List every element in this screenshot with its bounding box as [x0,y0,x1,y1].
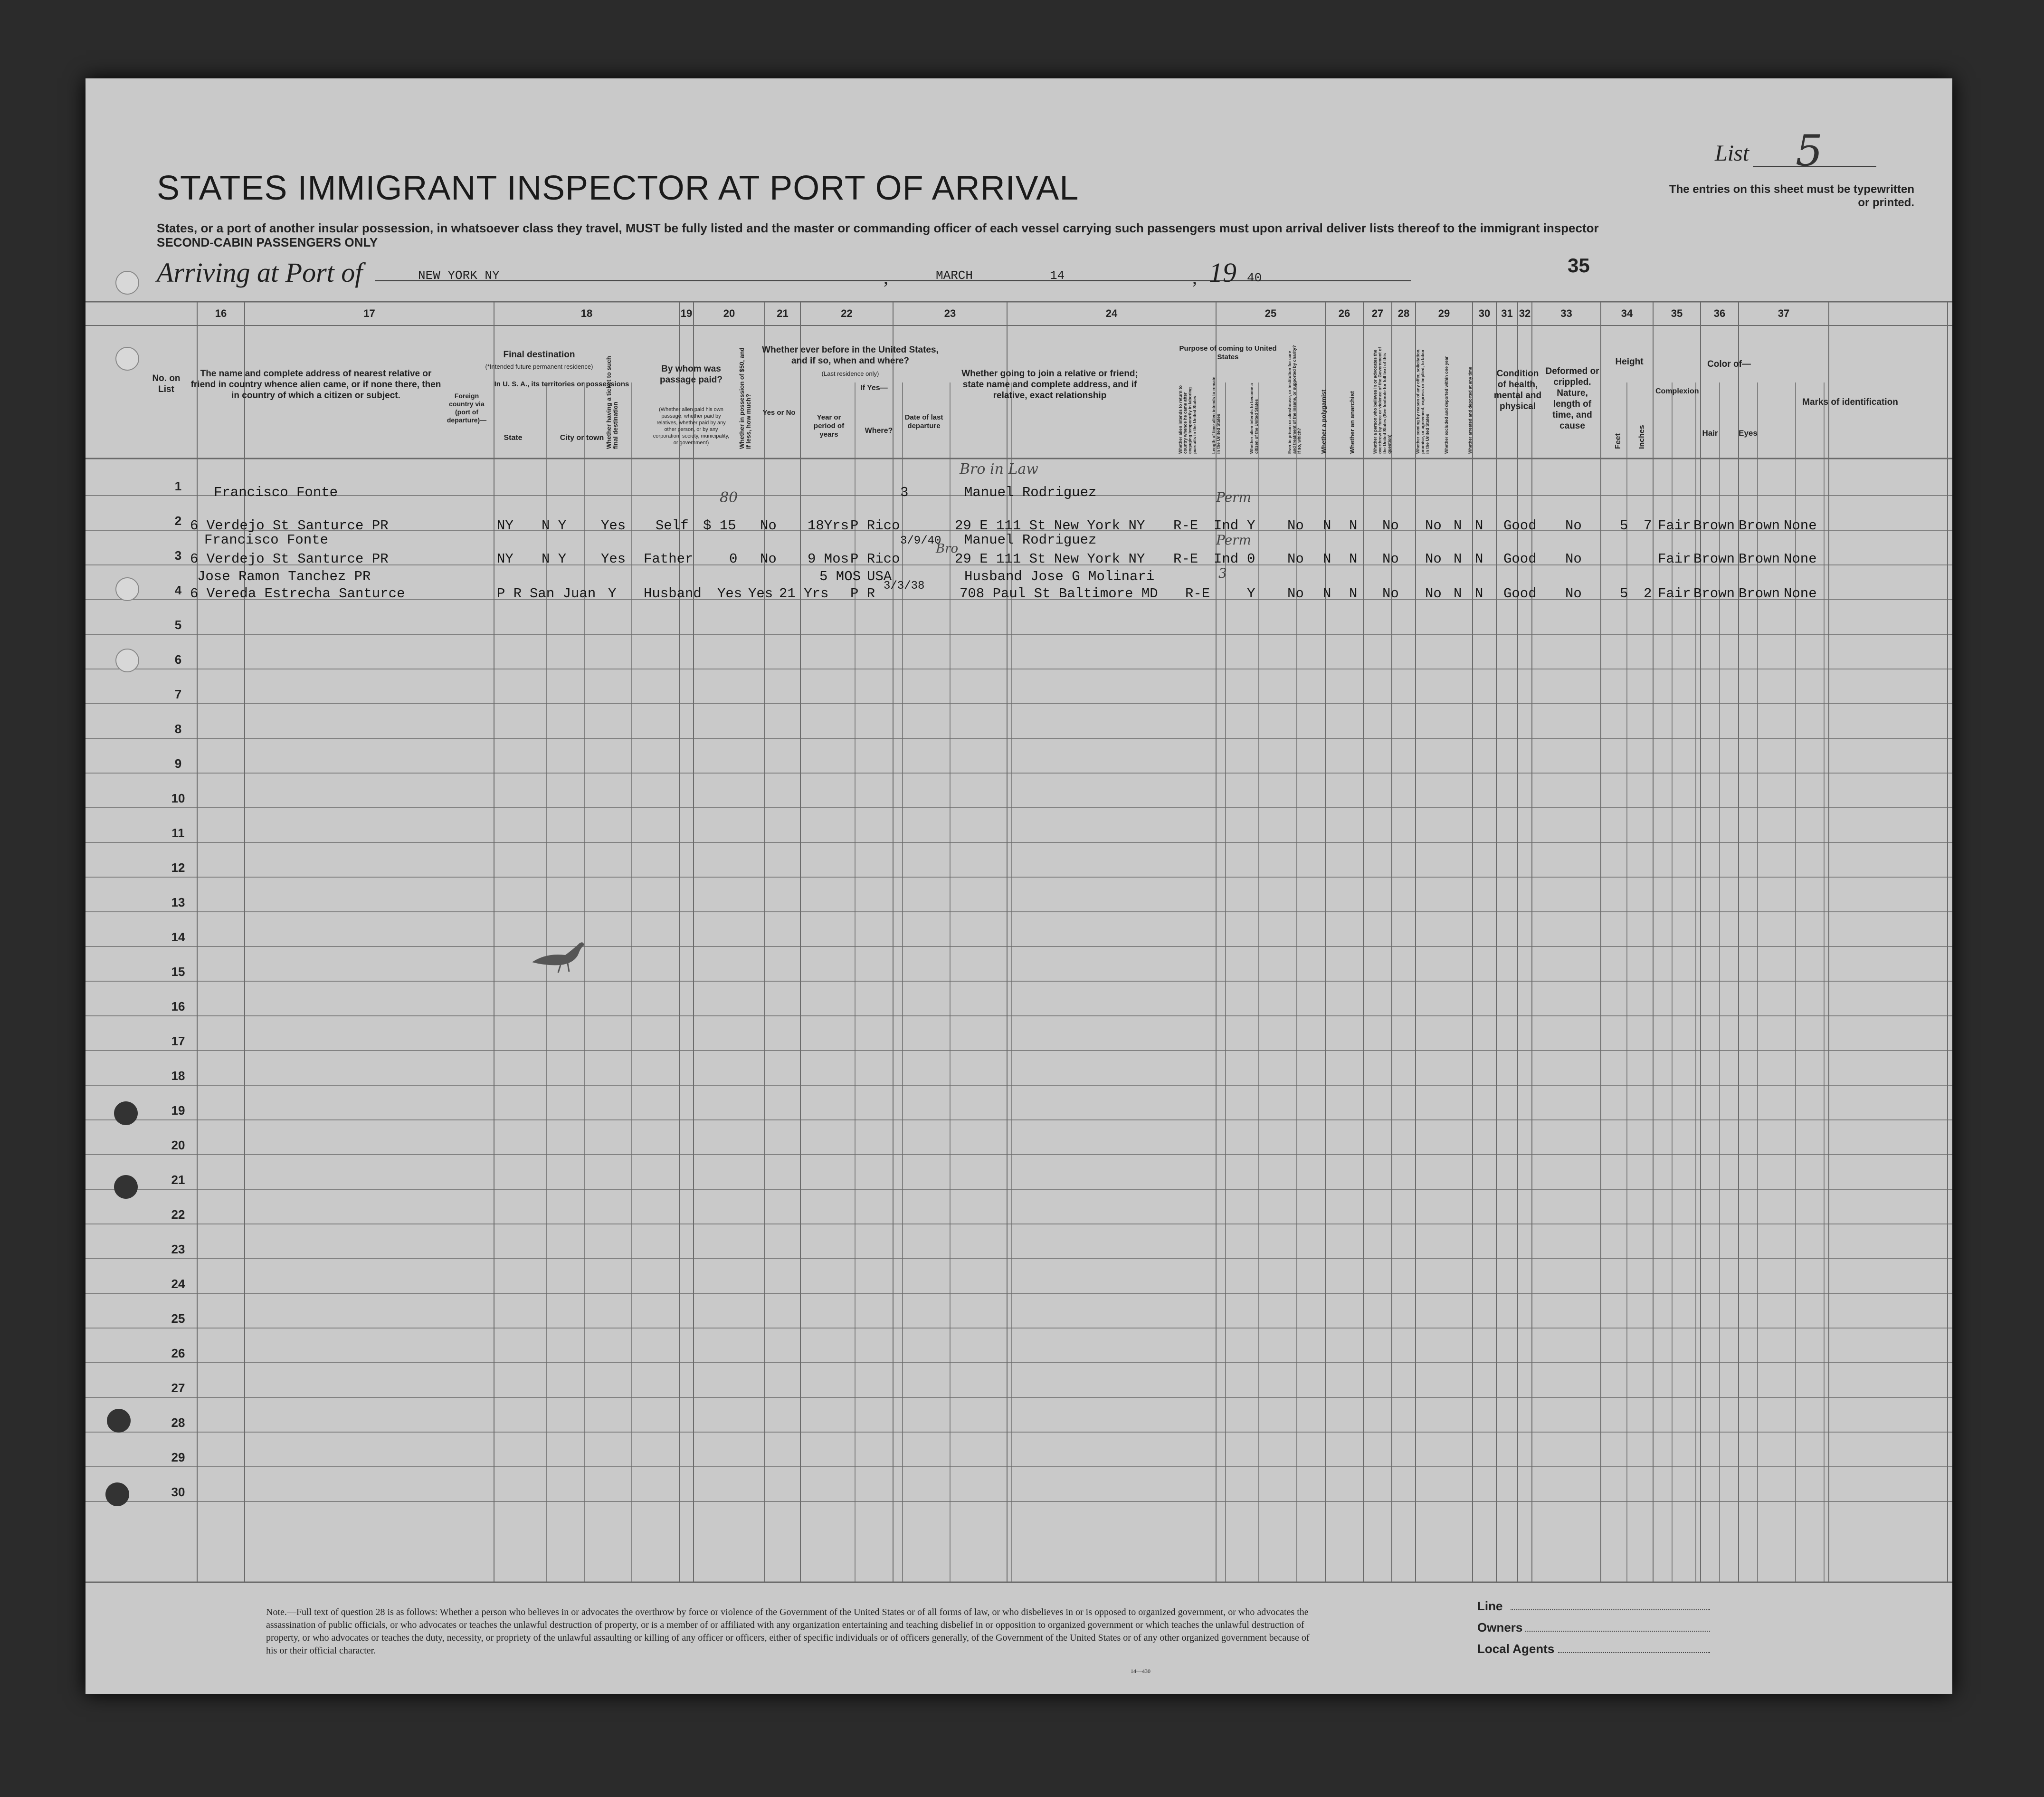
list-number: 5 [1796,126,1823,176]
list-label: List [1715,141,1749,166]
r1-state: NY [497,518,513,534]
row-number-27: 27 [171,1381,185,1395]
r2-money: 0 [729,551,738,567]
hdr-deformed: Deformed or crippled. Nature, length of time, and cause [1545,366,1599,431]
hdr-relative: The name and complete address of nearest relative or friend in country whence alien came, or if none there, then in country of which a citizen or subject. [190,369,441,401]
r2-state: NY [497,551,513,567]
r2-q30: N [1454,551,1462,567]
column-number-36: 36 [1713,307,1726,319]
hdr-no-on-list: No. on List [152,373,181,394]
row-number-24: 24 [171,1277,185,1291]
hdr-ticket: Whether having a ticket to such final destination [605,356,619,449]
r3-purpose-c: Y [1247,586,1255,602]
column-number-31: 31 [1501,307,1513,319]
owners-label: Owners [1477,1620,1523,1635]
page-title: STATES IMMIGRANT INSPECTOR AT PORT OF ARRIVAL [157,169,1079,207]
column-number-34: 34 [1621,307,1633,319]
r3-marks: None [1784,586,1817,602]
r2-q31: N [1475,551,1483,567]
hdr-q30: Whether excluded and deported within one year [1444,356,1449,454]
comma-2: , [1192,267,1197,288]
r1-date-departure: 3 [900,485,909,500]
hdr-color-of: Color of— [1707,359,1751,369]
r2-polygamist: N [1323,551,1331,567]
column-number-17: 17 [363,307,375,319]
r1-deformed: No [1565,518,1582,534]
cabin-class: SECOND-CABIN PASSENGERS ONLY [157,235,378,249]
r1-money: $ 15 [703,518,736,534]
r1-join-name: Manuel Rodriguez [964,485,1097,500]
r1-marks: None [1784,518,1817,534]
row-number-17: 17 [171,1034,185,1048]
port-value: NEW YORK NY [418,268,500,283]
hdr-feet: Feet [1614,433,1622,449]
hdr-marks: Marks of identification [1802,397,1898,407]
r3-relative-address: 6 Vereda Estrecha Santurce [190,586,405,602]
hdr-health: Condition of health, mental and physical [1493,369,1542,411]
hdr-final-destination: Final destination [503,350,575,360]
r2-health: Good [1503,551,1537,567]
r1-inches: 7 [1644,518,1652,534]
punch-hole [105,1482,129,1506]
r3-prison: No [1287,586,1304,602]
hdr-before-note: (Last residence only) [821,370,879,377]
r3-eyes: Brown [1739,586,1780,602]
r2-join-name: Manuel Rodriguez [964,532,1097,548]
column-number-27: 27 [1371,307,1384,319]
column-number-30: 30 [1478,307,1491,319]
r3-purpose-b: 3 [1218,565,1227,581]
r3-complexion: Fair [1658,586,1691,602]
r1-q29: No [1425,518,1442,534]
r2-relative-address: 6 Verdejo St Santurce PR [190,551,389,567]
r1-relative-name: Francisco Fonte [214,485,338,500]
page-subtitle: States, or a port of another insular possession, in whatsoever class they travel, MUST be fully listed and the master or commanding officer of each vessel carrying such passengers must upon arrival deliver lists thereof to the immigrant inspector [157,221,1599,235]
hdr-state: State [504,434,523,442]
local-agents-label: Local Agents [1477,1642,1555,1656]
hdr-q28: Whether a person who believes in or advocates the overthrow by force or violence of the Government of the United States (See footnote for full text of this question) [1373,347,1392,454]
hdr-in-usa: In U. S. A., its territories or possessions [494,380,629,388]
column-number-22: 22 [841,307,853,319]
r1-join-address: 29 E 111 St New York NY [955,518,1145,534]
r3-q31: N [1475,586,1483,602]
local-agents-underline [1558,1652,1710,1653]
form-number: 14—430 [1131,1668,1150,1674]
row-number-5: 5 [174,618,182,632]
r3-q29: No [1425,586,1442,602]
punch-hole [115,577,139,601]
r1-relative-address: 6 Verdejo St Santurce PR [190,518,389,534]
r1-eyes: Brown [1739,518,1780,534]
hdr-city: City or town [560,434,604,442]
r3-anarchist: N [1349,586,1358,602]
r1-city: N Y [542,518,567,534]
hdr-q31: Whether arrested and deported at any time [1468,366,1473,454]
typewritten-instruction: The entries on this sheet must be typewritten or printed. [1669,183,1914,209]
r1-join-note: Bro in Law [960,461,1038,478]
row-number-10: 10 [171,791,185,805]
column-number-21: 21 [777,307,789,319]
r1-money-note: 80 [720,489,738,506]
r3-money: Yes [717,586,742,602]
r1-purpose-c: Y [1247,518,1255,534]
r1-health: Good [1503,518,1537,534]
r1-complexion: Fair [1658,518,1691,534]
hdr-passage-note: (Whether alien paid his own passage, whether paid by relatives, whether paid by any other person, or by any corporation, society, municipality, or government) [653,407,730,446]
r2-prison: No [1287,551,1304,567]
column-number-24: 24 [1105,307,1118,319]
r1-purpose-b: Ind [1214,518,1239,534]
r3-relative-name: Jose Ramon Tanchez PR [197,569,371,584]
r1-anarchist: N [1349,518,1358,534]
row-number-6: 6 [174,652,182,667]
form-grid [86,78,1952,1694]
line-label: Line [1477,1599,1503,1613]
r1-q28: No [1382,518,1399,534]
r2-ticket: Yes [601,551,626,567]
row-number-9: 9 [174,756,182,771]
hdr-join: Whether going to join a relative or friend; state name and complete address, and if relative, exact relationship [961,369,1138,401]
row-number-20: 20 [171,1138,185,1152]
r2-purpose-c: 0 [1247,551,1255,567]
r2-where: P Rico [850,551,900,567]
column-number-28: 28 [1398,307,1410,319]
row-number-15: 15 [171,965,185,979]
r1-where: P Rico [850,518,900,534]
punch-hole [115,271,139,295]
row-number-7: 7 [174,687,182,701]
hdr-eyes: Eyes [1739,429,1758,438]
r2-purpose-a: R-E [1173,551,1198,567]
r3-before: Yes [748,586,773,602]
r1-q31: N [1475,518,1483,534]
r3-where-note: USA [867,569,892,584]
r2-passage: Father [644,551,694,567]
comma-1: , [884,267,888,288]
row-number-28: 28 [171,1415,185,1430]
row-number-14: 14 [171,930,185,944]
pheasant-stamp-icon [527,934,589,976]
footnote-q28: Note.—Full text of question 28 is as follows: Whether a person who believes in or advocates the overthrow by force or violence of the Government of the United States or of all forms of law, or who disbelieves in or is opposed to organized government, or who advocates the assassination of public officials, or who advocates or teaches the unlawful destruction of property, or is a member of or affiliated with any organization entertaining and teaching disbelief in or opposition to organized government or which teaches the unlawful destruction of property, or who advocates or teaches the duty, necessity, or propriety of the unlawful assaulting or killing of any officer or officers, either of specific individuals or of officers generally, of the Government of the United States or of any other organized government because of his or their official character. [266,1607,1310,1656]
r2-marks: None [1784,551,1817,567]
owners-underline [1525,1631,1710,1632]
hdr-inches: Inches [1638,425,1646,449]
r3-deformed: No [1565,586,1582,602]
day-value: 14 [1050,268,1065,283]
row-number-3: 3 [174,548,182,563]
hdr-purpose-c: Whether alien intends to become a citizen of the United States [1249,383,1259,454]
r3-period: 21 Yrs [779,586,829,602]
hdr-height: Height [1615,357,1644,367]
line-underline [1511,1609,1710,1610]
hdr-purpose-b: Length of time alien intends to remain in the United States [1211,376,1221,454]
hdr-purpose: Purpose of coming to United States [1179,344,1277,361]
row-number-29: 29 [171,1450,185,1464]
hdr-polygamist: Whether a polygamist [1320,389,1327,454]
r2-complexion: Fair [1658,551,1691,567]
r2-q28: No [1382,551,1399,567]
r1-passage: Self [656,518,689,534]
punch-hole [114,1175,138,1199]
r2-purpose-b-note: Perm [1216,532,1252,548]
column-number-26: 26 [1338,307,1350,319]
row-number-2: 2 [174,514,182,528]
r2-hair: Brown [1693,551,1735,567]
hdr-prison: Ever in prison or almshouse, or institution for care and treatment of the insane, or supported by charity? If so, which? [1287,345,1302,454]
column-number-18: 18 [580,307,593,319]
row-number-21: 21 [171,1173,185,1187]
row-number-22: 22 [171,1207,185,1222]
page-number: 35 [1568,254,1590,277]
hdr-purpose-a: Whether alien intends to return to country whence he came after engaging temporarily in laboring pursuits in the United States [1178,385,1197,454]
r3-passage: Husband [644,586,702,602]
hdr-where: Where? [865,427,893,435]
column-number-23: 23 [944,307,956,319]
year-suffix: 40 [1247,271,1262,285]
hdr-final-destination-note: (*Intended future permanent residence) [485,363,593,370]
hdr-if-yes: If Yes— [860,384,888,392]
r1-feet: 5 [1620,518,1628,534]
r3-date-departure: 3/3/38 [884,580,925,593]
column-number-25: 25 [1264,307,1277,319]
r3-ticket: Y [608,586,617,602]
row-number-11: 11 [171,826,185,840]
arriving-label: Arriving at Port of [157,257,363,288]
punch-hole [107,1409,131,1433]
hdr-before: Whether ever before in the United States, and if so, when and where? [762,345,939,366]
punch-hole [115,347,139,371]
column-number-16: 16 [215,307,227,319]
r3-join-address: 708 Paul St Baltimore MD [960,586,1158,602]
column-number-37: 37 [1778,307,1790,319]
row-number-13: 13 [171,895,185,909]
punch-hole [115,649,139,672]
r2-join-note: Bro [936,542,959,556]
row-number-23: 23 [171,1242,185,1256]
r1-before: No [760,518,777,534]
row-number-1: 1 [174,479,182,493]
column-number-32: 32 [1519,307,1531,319]
r2-anarchist: N [1349,551,1358,567]
r1-purpose-a: R-E [1173,518,1198,534]
hdr-yes-no: Yes or No [762,409,796,417]
r3-where: P R [850,586,875,602]
r2-q29: No [1425,551,1442,567]
column-number-19: 19 [680,307,693,319]
row-number-26: 26 [171,1346,185,1360]
r1-polygamist: N [1323,518,1331,534]
hdr-money: Whether in possession of $50, and if less, how much? [738,347,752,449]
r3-inches: 2 [1644,586,1652,602]
r2-deformed: No [1565,551,1582,567]
hdr-q29: Whether coming by reason of any offer, solicitation, promise, or agreement, express or implied, to labor in the United States [1416,348,1430,454]
column-number-33: 33 [1560,307,1572,319]
punch-hole [114,1101,138,1125]
r3-health: Good [1503,586,1537,602]
r3-city: San Juan [530,586,596,602]
r1-prison: No [1287,518,1304,534]
row-number-30: 30 [171,1485,185,1499]
r2-join-address: 29 E 111 St New York NY [955,551,1145,567]
row-number-18: 18 [171,1069,185,1083]
column-number-35: 35 [1671,307,1683,319]
r2-eyes: Brown [1739,551,1780,567]
row-number-19: 19 [171,1103,185,1118]
r3-hair: Brown [1693,586,1735,602]
r2-relative-name: Francisco Fonte [204,532,329,548]
r2-purpose-b: Ind [1214,551,1239,567]
row-number-12: 12 [171,860,185,875]
r1-hair: Brown [1693,518,1735,534]
r3-feet: 5 [1620,586,1628,602]
row-number-4: 4 [174,583,182,597]
r3-q30: N [1454,586,1462,602]
year-prefix: 19 [1209,257,1236,288]
r3-q28: No [1382,586,1399,602]
r3-state: P R [497,586,522,602]
row-number-25: 25 [171,1311,185,1326]
r2-date-departure: 3/9/40 [900,535,941,547]
column-number-29: 29 [1438,307,1450,319]
hdr-foreign-country: Foreign country via (port of departure)— [447,392,487,424]
r1-period: 18Yrs [808,518,849,534]
r1-ticket: Yes [601,518,626,534]
hdr-complexion: Complexion [1655,387,1699,395]
r1-purpose-b-note: Perm [1216,489,1252,505]
r3-purpose-a: R-E [1185,586,1210,602]
row-number-16: 16 [171,999,185,1013]
r3-period-note: 5 MOS [819,569,861,584]
row-number-8: 8 [174,722,182,736]
hdr-period: Year or period of years [813,413,845,439]
r2-period: 9 Mos [808,551,849,567]
month-value: MARCH [936,268,973,283]
hdr-hair: Hair [1702,429,1718,438]
r2-city: N Y [542,551,567,567]
r3-join-name: Husband Jose G Molinari [964,569,1155,584]
manifest-sheet [86,78,1952,1694]
hdr-date-departure: Date of last departure [904,413,943,430]
r1-q30: N [1454,518,1462,534]
column-number-20: 20 [723,307,735,319]
r3-polygamist: N [1323,586,1331,602]
hdr-anarchist: Whether an anarchist [1349,391,1356,454]
hdr-passage: By whom was passage paid? [660,364,723,385]
r2-before: No [760,551,777,567]
